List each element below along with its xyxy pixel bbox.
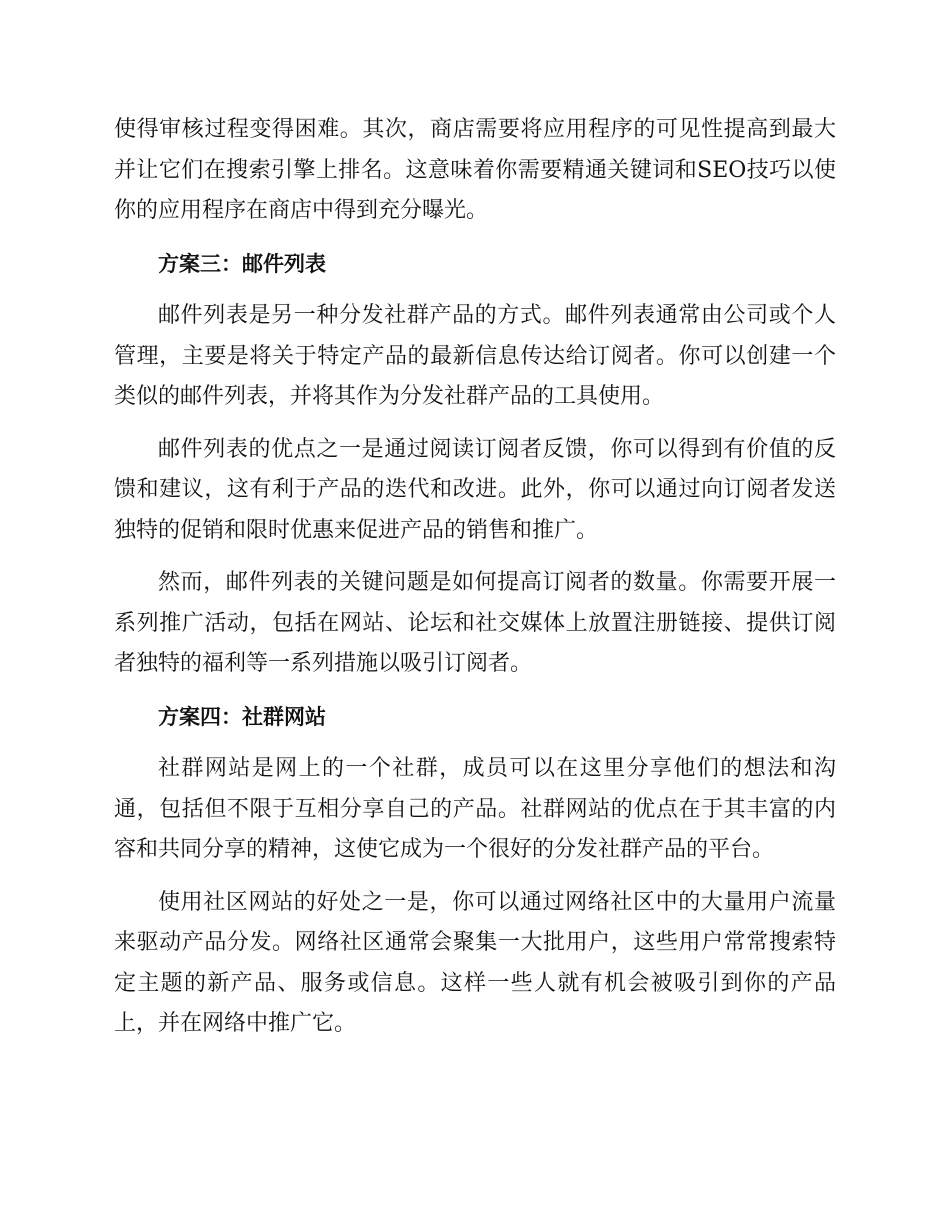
document-page — [114, 110, 836, 1057]
paragraph: 邮件列表的优点之一是通过阅读订阅者反馈，你可以得到有价值的反馈和建议，这有利于产品的迭代和改进。此外，你可以通过向订阅者发送独特的促销和限时优惠来促进产品的销售和推广。 — [114, 436, 836, 543]
paragraph: 邮件列表是另一种分发社群产品的方式。邮件列表通常由公司或个人管理，主要是将关于特定产品的最新信息传达给订阅者。你可以创建一个类似的邮件列表，并将其作为分发社群产品的工具使用。 — [114, 303, 836, 409]
paragraph: 使用社区网站的好处之一是，你可以通过网络社区中的大量用户流量来驱动产品分发。网络社区通常会聚集一大批用户，这些用户常常搜索特定主题的新产品、服务或信息。这样一些人就有机会被吸引到你的产品上，并在网络中推广它。 — [114, 889, 836, 1036]
section-heading-mailing-list: 方案三：邮件列表 — [158, 251, 326, 276]
paragraph-continued: 使得审核过程变得困难。其次，商店需要将应用程序的可见性提高到最大并让它们在搜索引擎上排名。这意味着你需要精通关键词和SEO技巧以使你的应用程序在商店中得到充分曝光。 — [114, 117, 836, 223]
section-heading-community-site: 方案四：社群网站 — [158, 704, 326, 729]
paragraph: 社群网站是网上的一个社群，成员可以在这里分享他们的想法和沟通，包括但不限于互相分享自己的产品。社群网站的优点在于其丰富的内容和共同分享的精神，这使它成为一个很好的分发社群产品的平台。 — [114, 756, 836, 862]
paragraph: 然而，邮件列表的关键问题是如何提高订阅者的数量。你需要开展一系列推广活动，包括在网站、论坛和社交媒体上放置注册链接、提供订阅者独特的福利等一系列措施以吸引订阅者。 — [114, 570, 836, 676]
